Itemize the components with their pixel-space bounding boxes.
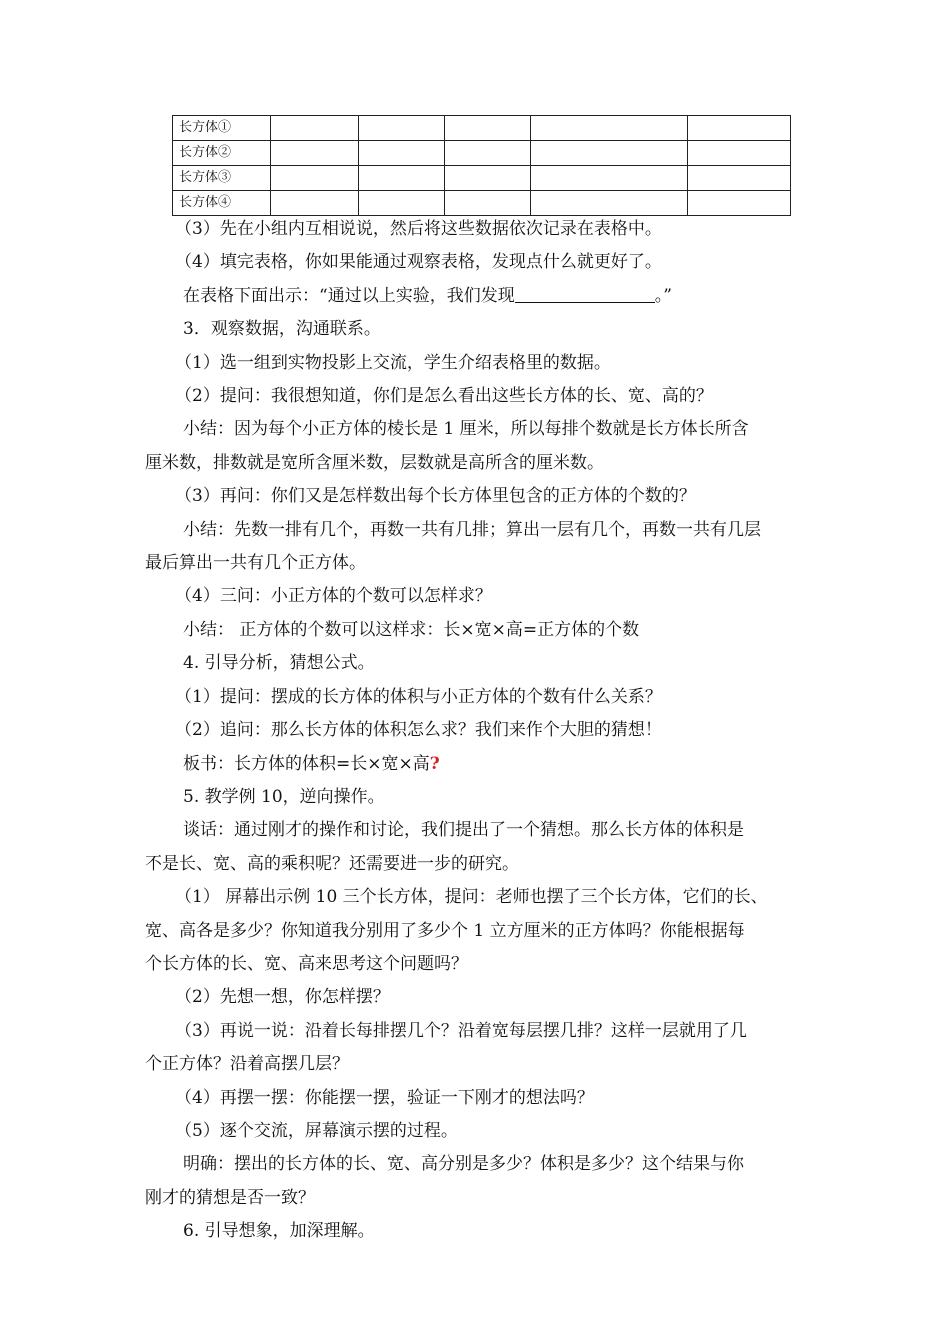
paragraph: （4）再摆一摆：你能摆一摆，验证一下刚才的想法吗？ <box>175 1087 594 1108</box>
section-heading: 4. 引导分析，猜想公式。 <box>183 653 375 674</box>
paragraph: （2）提问：我很想知道，你们是怎么看出这些长方体的长、宽、高的？ <box>175 386 713 407</box>
table-cell <box>359 191 445 216</box>
paragraph: （2）追问：那么长方体的体积怎么求？我们来作个大胆的猜想！ <box>175 720 662 741</box>
paragraph: （5）逐个交流，屏幕演示摆的过程。 <box>175 1120 458 1141</box>
paragraph <box>145 748 810 781</box>
table-cell <box>688 166 791 191</box>
table-cell <box>445 116 531 141</box>
table-cell <box>445 166 531 191</box>
data-record-table <box>172 115 791 216</box>
table-cell <box>271 141 359 166</box>
paragraph: （3）再说一说：沿着长每排摆几个？沿着宽每层摆几排？这样一层就用了几 <box>175 1020 747 1041</box>
paragraph: （3）先在小组内互相说说，然后将这些数据依次记录在表格中。 <box>175 219 662 239</box>
table-cell <box>359 166 445 191</box>
row-label: 长方体② <box>173 141 271 166</box>
fill-blank <box>515 284 655 303</box>
paragraph: 宽、高各是多少？你知道我分别用了多少个 1 立方厘米的正方体吗？你能根据每 <box>145 920 745 941</box>
row-label: 长方体④ <box>173 191 271 216</box>
paragraph: 谈话：通过刚才的操作和讨论，我们提出了一个猜想。那么长方体的体积是 <box>183 820 744 841</box>
table-row <box>173 191 791 216</box>
body-text <box>145 213 810 1249</box>
table-cell <box>271 191 359 216</box>
row-label: 长方体① <box>173 116 271 141</box>
paragraph: 最后算出一共有几个正方体。 <box>145 553 366 574</box>
paragraph: 不是长、宽、高的乘积呢？还需要进一步的研究。 <box>145 853 519 874</box>
table-cell <box>445 141 531 166</box>
paragraph <box>145 280 810 313</box>
table-cell <box>359 116 445 141</box>
table-cell <box>445 191 531 216</box>
paragraph: （1） 屏幕出示例 10 三个长方体，提问：老师也摆了三个长方体，它们的长、 <box>175 887 768 908</box>
table-row <box>173 166 791 191</box>
table-cell <box>531 116 688 141</box>
question-mark: ? <box>429 753 440 774</box>
paragraph: 厘米数，排数就是宽所含厘米数，层数就是高所含的厘米数。 <box>145 452 604 473</box>
table-cell <box>359 141 445 166</box>
paragraph: （3）再问：你们又是怎样数出每个长方体里包含的正方体的个数的？ <box>175 486 696 507</box>
table-cell <box>688 141 791 166</box>
table-cell <box>531 191 688 216</box>
row-label: 长方体③ <box>173 166 271 191</box>
paragraph: （4）填完表格，你如果能通过观察表格，发现点什么就更好了。 <box>175 252 662 273</box>
board-formula: 板书：长方体的体积=长×宽×高 <box>183 753 430 774</box>
paragraph: 明确：摆出的长方体的长、宽、高分别是多少？体积是多少？这个结果与你 <box>183 1154 744 1175</box>
table-cell <box>271 166 359 191</box>
paragraph: （2）先想一想，你怎样摆？ <box>175 987 390 1008</box>
paragraph: 小结：先数一排有几个，再数一共有几排；算出一层有几个，再数一共有几层 <box>183 519 761 540</box>
paragraph: （4）三问：小正方体的个数可以怎样求？ <box>175 586 492 607</box>
paragraph: 刚才的猜想是否一致？ <box>145 1187 315 1208</box>
prompt-text-end: 。” <box>654 285 672 306</box>
paragraph: 个长方体的长、宽、高来思考这个问题吗？ <box>145 953 468 974</box>
table-cell <box>688 191 791 216</box>
table-row <box>173 141 791 166</box>
table-cell <box>531 141 688 166</box>
paragraph: 小结： 正方体的个数可以这样求：长×宽×高=正方体的个数 <box>183 619 640 640</box>
paragraph: 小结：因为每个小正方体的棱长是 1 厘米，所以每排个数就是长方体长所含 <box>183 419 749 440</box>
section-heading: 5. 教学例 10，逆向操作。 <box>183 786 385 807</box>
table-row <box>173 116 791 141</box>
section-heading: 6. 引导想象，加深理解。 <box>183 1221 375 1242</box>
paragraph: （1）提问：摆成的长方体的体积与小正方体的个数有什么关系？ <box>175 686 662 707</box>
section-heading: 3．观察数据，沟通联系。 <box>183 319 381 340</box>
table-cell <box>271 116 359 141</box>
table-cell <box>531 166 688 191</box>
table-cell <box>688 116 791 141</box>
paragraph: 个正方体？沿着高摆几层？ <box>145 1054 349 1075</box>
paragraph: （1）选一组到实物投影上交流，学生介绍表格里的数据。 <box>175 352 611 373</box>
prompt-text: 在表格下面出示：“通过以上实验，我们发现 <box>183 285 515 306</box>
